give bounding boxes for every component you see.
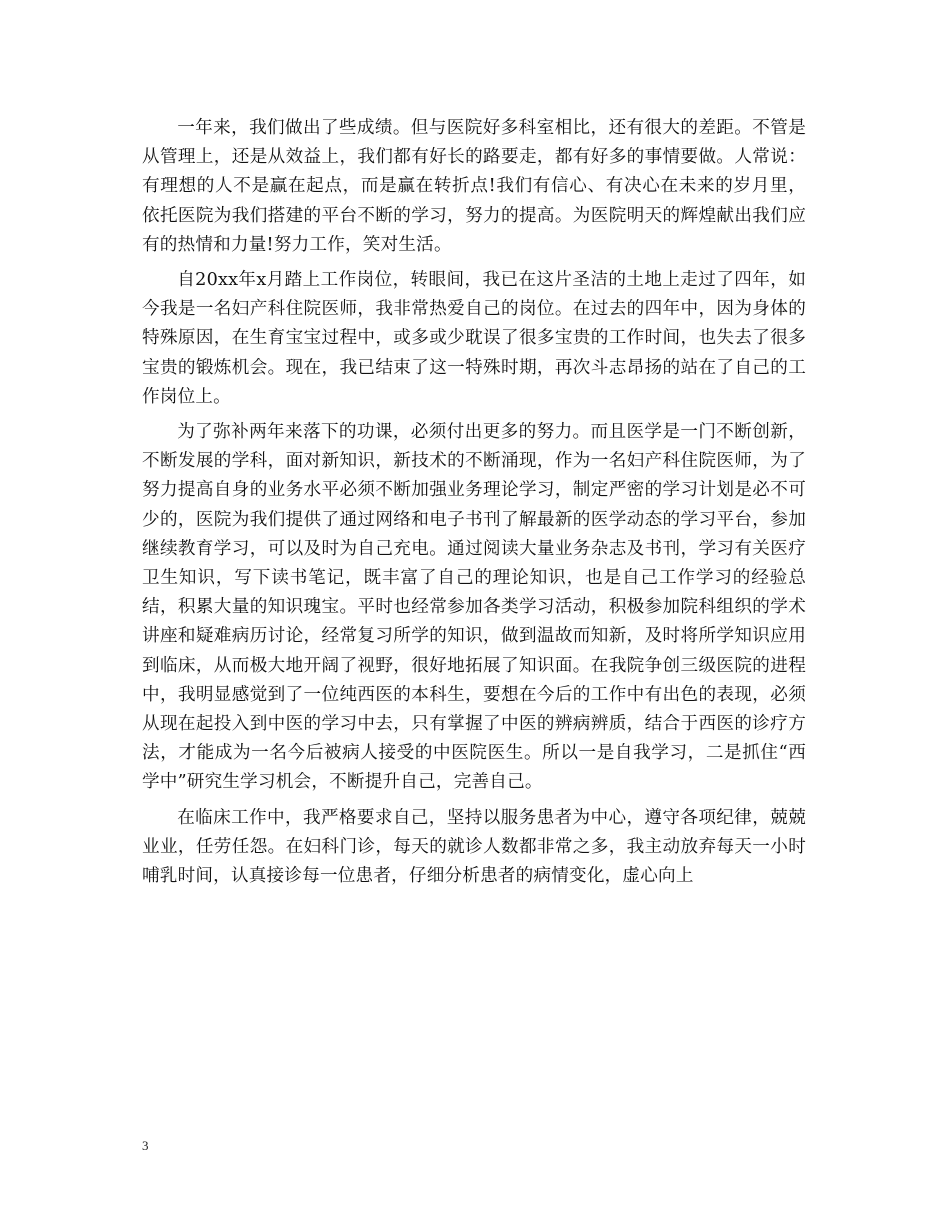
paragraph-summary: 一年来，我们做出了些成绩。但与医院好多科室相比，还有很大的差距。不管是从管理上，还是从效益上，我们都有好长的路要走，都有好多的事情要做。人常说：有理想的人不是赢在起点，而是赢在转折点!我们有信心、有决心在未来的岁月里，依托医院为我们搭建的平台不断的学习，努力的提高。为医院明天的辉煌献出我们应有的热情和力量!努力工作，笑对生活。 [142, 118, 806, 255]
document-body [142, 114, 806, 897]
paragraph-work-history: 自20xx年x月踏上工作岗位，转眼间，我已在这片圣洁的土地上走过了四年，如今我是一名妇产科住院医师，我非常热爱自己的岗位。在过去的四年中，因为身体的特殊原因，在生育宝宝过程中，或多或少耽误了很多宝贵的工作时间，也失去了很多宝贵的锻炼机会。现在，我已结束了这一特殊时期，再次斗志昂扬的站在了自己的工作岗位上。 [142, 270, 806, 407]
paragraph-clinical-work: 在临床工作中，我严格要求自己，坚持以服务患者为中心，遵守各项纪律，兢兢业业，任劳任怨。在妇科门诊，每天的就诊人数都非常之多，我主动放弃每天一小时哺乳时间，认真接诊每一位患者，仔细分析患者的病情变化，虚心向上 [142, 807, 806, 887]
page-number: 3 [142, 1138, 149, 1153]
paragraph-study: 为了弥补两年来落下的功课，必须付出更多的努力。而且医学是一门不断创新，不断发展的学科，面对新知识，新技术的不断涌现，作为一名妇产科住院医师，为了努力提高自身的业务水平必须不断加强业务理论学习，制定严密的学习计划是必不可少的，医院为我们提供了通过网络和电子书刊了解最新的医学动态的学习平台，参加继续教育学习，可以及时为自己充电。通过阅读大量业务杂志及书刊，学习有关医疗卫生知识，写下读书笔记，既丰富了自己的理论知识，也是自己工作学习的经验总结，积累大量的知识瑰宝。平时也经常参加各类学习活动，积极参加院科组织的学术讲座和疑难病历讨论，经常复习所学的知识，做到温故而知新，及时将所学知识应用到临床，从而极大地开阔了视野，很好地拓展了知识面。在我院争创三级医院的进程中，我明显感觉到了一位纯西医的本科生，要想在今后的工作中有出色的表现，必须从现在起投入到中医的学习中去，只有掌握了中医的辨病辨质，结合于西医的诊疗方法，才能成为一名今后被病人接受的中医院医生。所以一是自我学习，二是抓住“西学中”研究生学习机会，不断提升自己，完善自己。 [142, 422, 806, 793]
